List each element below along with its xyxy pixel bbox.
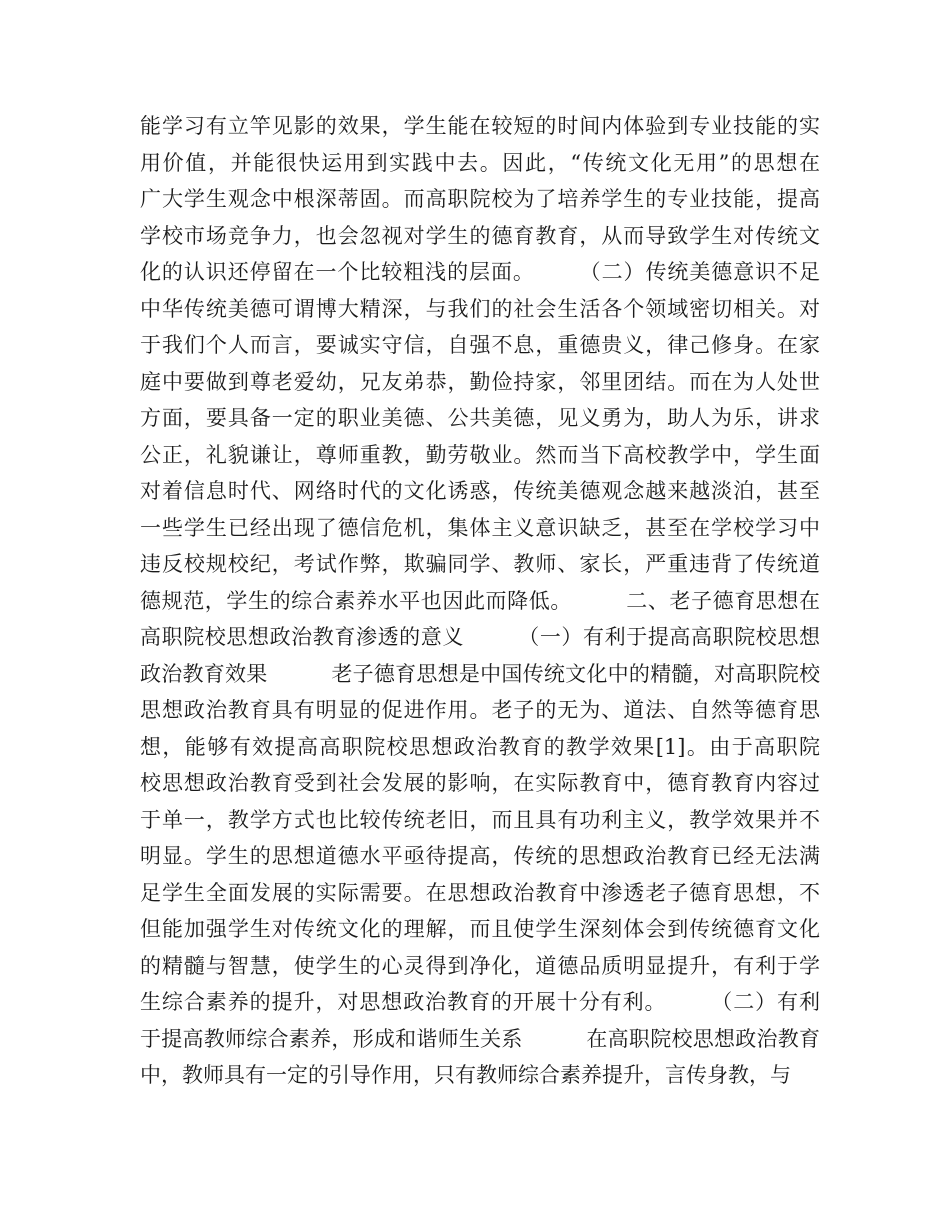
text-line-8: 庭中要做到尊老爱幼，兄友弟恭，勤俭持家，邻里团结。而在为人处世 [140,369,820,394]
text-line-11: 对着信息时代、网络时代的文化诱惑，传统美德观念越来越淡泊，甚至 [140,479,820,503]
text-line-15: 高职院校思想政治教育渗透的意义 （一）有利于提高高职院校思想 [140,625,820,649]
text-line-7: 于我们个人而言，要诚实守信，自强不息，重德贵义，律己修身。在家 [140,333,820,357]
text-line-5: 化的认识还停留在一个比较粗浅的层面。 （二）传统美德意识不足 [140,260,820,284]
text-line-2: 用价值，并能很快运用到实践中去。因此，“传统文化无用”的思想在 [140,150,820,175]
text-line-24: 的精髓与智慧，使学生的心灵得到净化，道德品质明显提升，有利于学 [140,953,820,978]
text-line-12: 一些学生已经出现了德信危机，集体主义意识缺乏，甚至在学校学习中 [140,515,820,540]
text-line-16: 政治教育效果 老子德育思想是中国传统文化中的精髓，对高职院校 [140,661,820,686]
text-line-3: 广大学生观念中根深蒂固。而高职院校为了培养学生的专业技能，提高 [140,187,820,211]
text-line-9: 方面，要具备一定的职业美德、公共美德，见义勇为，助人为乐，讲求 [140,406,820,430]
text-line-10: 公正，礼貌谦让，尊师重教，勤劳敬业。然而当下高校教学中，学生面 [140,442,820,467]
text-line-17: 思想政治教育具有明显的促进作用。老子的无为、道法、自然等德育思 [140,698,820,722]
text-line-23: 但能加强学生对传统文化的理解，而且使学生深刻体会到传统德育文化 [140,917,820,941]
text-line-26: 于提高教师综合素养，形成和谐师生关系 在高职院校思想政治教育 [140,1026,820,1051]
text-line-6: 中华传统美德可谓博大精深，与我们的社会生活各个领域密切相关。对 [140,296,820,321]
text-line-4: 学校市场竞争力，也会忽视对学生的德育教育，从而导致学生对传统文 [140,223,820,248]
text-line-25: 生综合素养的提升，对思想政治教育的开展十分有利。 （二）有利 [140,990,820,1014]
text-line-21: 明显。学生的思想道德水平亟待提高，传统的思想政治教育已经无法满 [140,844,820,868]
text-line-18: 想，能够有效提高高职院校思想政治教育的教学效果[1]。由于高职院 [140,734,820,759]
text-line-20: 于单一，教学方式也比较传统老旧，而且具有功利主义，教学效果并不 [140,807,820,832]
body-text [140,108,820,1094]
text-line-1: 能学习有立竿见影的效果，学生能在较短的时间内体验到专业技能的实 [140,114,820,138]
text-line-22: 足学生全面发展的实际需要。在思想政治教育中渗透老子德育思想，不 [140,880,820,905]
text-line-13: 违反校规校纪，考试作弊，欺骗同学、教师、家长，严重违背了传统道 [140,552,820,576]
text-line-19: 校思想政治教育受到社会发展的影响，在实际教育中，德育教育内容过 [140,771,820,795]
text-line-14: 德规范，学生的综合素养水平也因此而降低。 二、老子德育思想在 [140,588,820,613]
text-line-27: 中，教师具有一定的引导作用，只有教师综合素养提升，言传身教，与 [140,1063,791,1087]
